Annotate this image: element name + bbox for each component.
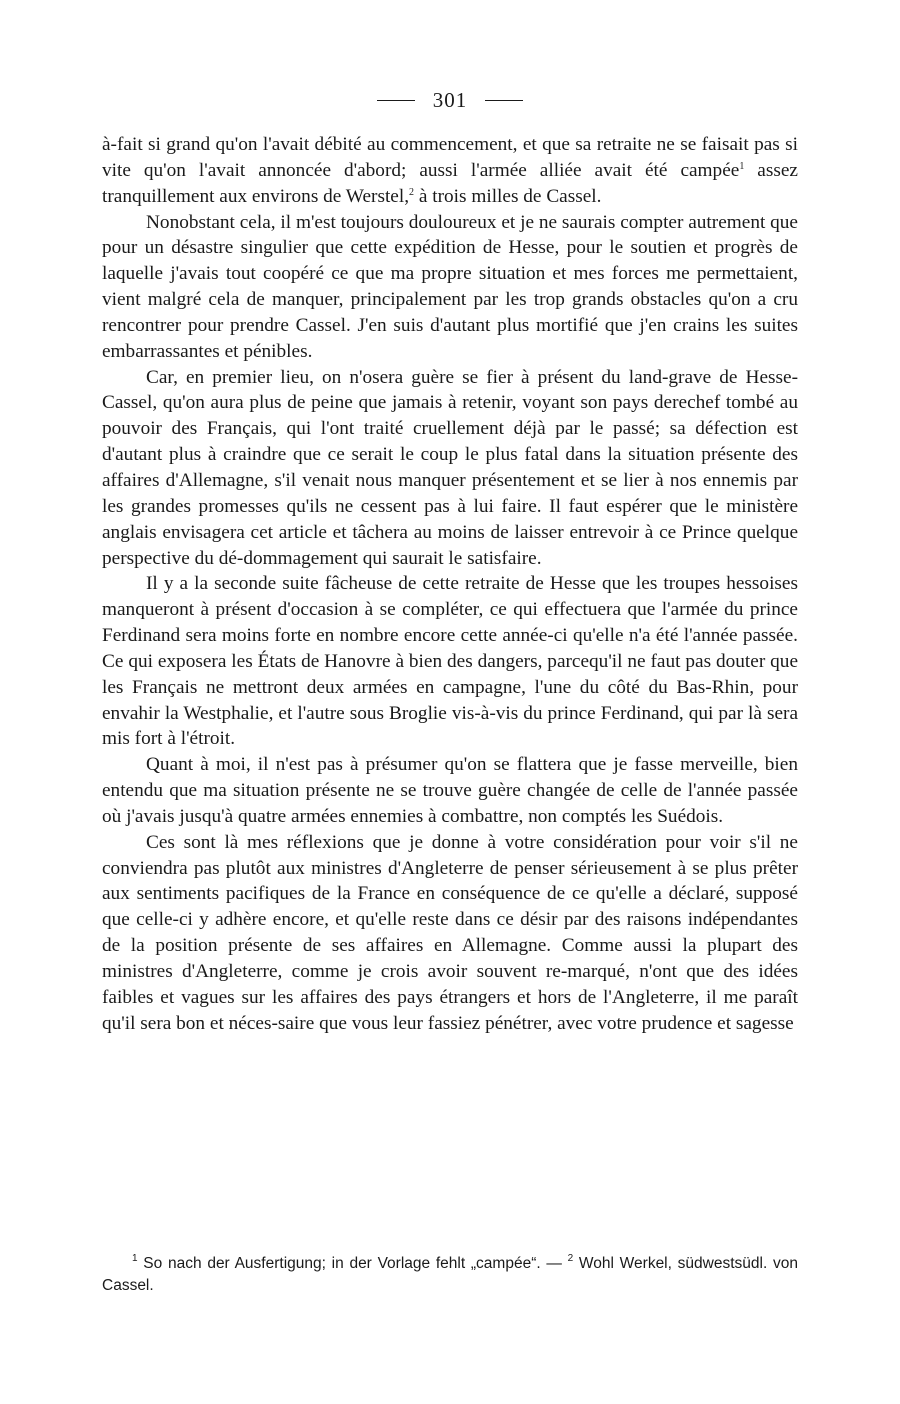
page-number: 301: [432, 88, 468, 112]
footnote-marker-1: 1: [132, 1253, 138, 1264]
paragraph-3: Car, en premier lieu, on n'osera guère se fier à présent du land-grave de Hesse-Cassel, qu'on aura plus de peine que jamais à retenir, voyant son pays derechef tombé au pouvoir des Français, qui l'ont traité cruellement déjà par le passé; sa défection est d'autant plus à craindre que ce serait le coup le plus fatal dans la situation présente des affaires d'Allemagne, s'il venait nous manquer présentement et se lier à nos ennemis par les grandes promesses qu'ils ne cessent pas à lui faire. Il faut espérer que le ministère anglais envisagera cet article et tâchera au moins de laisser entrevoir à ce Prince quelque perspective du dé-dommagement qui saurait le satisfaire.: [102, 366, 798, 569]
footnote-line: [102, 1253, 798, 1297]
paragraph-4: Il y a la seconde suite fâcheuse de cette retraite de Hesse que les troupes hessoises manqueront à présent d'occasion à se compléter, ce qui effectuera que l'armée du prince Ferdinand sera moins forte en nombre encore cette année-ci qu'elle n'a été l'année passée. Ce qui exposera les États de Hanovre à bien des dangers, parcequ'il ne faut pas douter que les Français ne mettront deux armées en campagne, l'une du côté du Bas-Rhin, pour envahir la Westphalie, et l'autre sous Broglie vis-à-vis du prince Ferdinand, qui par là sera mis fort à l'étroit.: [102, 573, 798, 750]
footnotes: [102, 1253, 798, 1297]
paragraph-2: Nonobstant cela, il m'est toujours douloureux et je ne saurais compter autrement que pour un désastre singulier que cette expédition de Hesse, pour le soutien et progrès de laquelle j'avais tout coopéré ce que ma propre situation et mes forces me permettaient, vient malgré cela de manquer, principalement par les trop grands obstacles qu'on a cru rencontrer pour prendre Cassel. J'en suis d'autant plus mortifié que j'en crains les suites embarrassantes et pénibles.: [102, 211, 798, 362]
paragraph-6: Ces sont là mes réflexions que je donne à votre considération pour voir s'il ne conviendra pas plutôt aux ministres d'Angleterre de penser sérieusement à se plus prêter aux sentiments pacifiques de la France en conséquence de ce qu'elle a déclaré, supposé que celle-ci y adhère encore, et qu'elle reste dans ce désir par des raisons indépendantes de la position présente de ses affaires en Allemagne. Comme aussi la plupart des ministres d'Angleterre, comme je crois avoir souvent re-marqué, n'ont que des idées faibles et vagues sur les affaires des pays étrangers et hors de l'Angleterre, il me paraît qu'il sera bon et néces-saire que vous leur fassiez pénétrer, avec votre prudence et sagesse: [102, 831, 798, 1034]
paragraph-5: Quant à moi, il n'est pas à présumer qu'on se flattera que je fasse merveille, bien entendu que ma situation présente ne se trouve guère changée de celle de l'année passée où j'avais jusqu'à quatre armées ennemies à combattre, non comptés les Suédois.: [102, 754, 798, 827]
header-rule-left: [377, 100, 415, 101]
footnote-ref-2[interactable]: 2: [409, 186, 415, 198]
footnote-1-text: So nach der Ausfertigung; in der Vorlage fehlt „campée“. —: [143, 1255, 562, 1272]
paragraph-1-part-1: à-fait si grand qu'on l'avait débité au commencement, et que sa retraite ne se faisait pas si vite qu'on l'avait annoncée d'abord; aussi l'armée alliée avait été campée: [102, 134, 798, 181]
header-rule-right: [485, 100, 523, 101]
footnote-marker-2: 2: [567, 1253, 574, 1264]
page-header: [0, 88, 900, 113]
footnote-2-text: Wohl Werkel, südwestsüdl. von Cassel.: [102, 1255, 798, 1294]
main-text: [102, 132, 798, 1037]
paragraph-1-part-2: assez tranquillement aux environs de Werstel,: [102, 159, 798, 207]
footnote-ref-1[interactable]: 1: [739, 160, 745, 172]
paragraph-1: [102, 132, 798, 210]
paragraph-1-part-3: à trois milles de Cassel.: [414, 185, 602, 207]
